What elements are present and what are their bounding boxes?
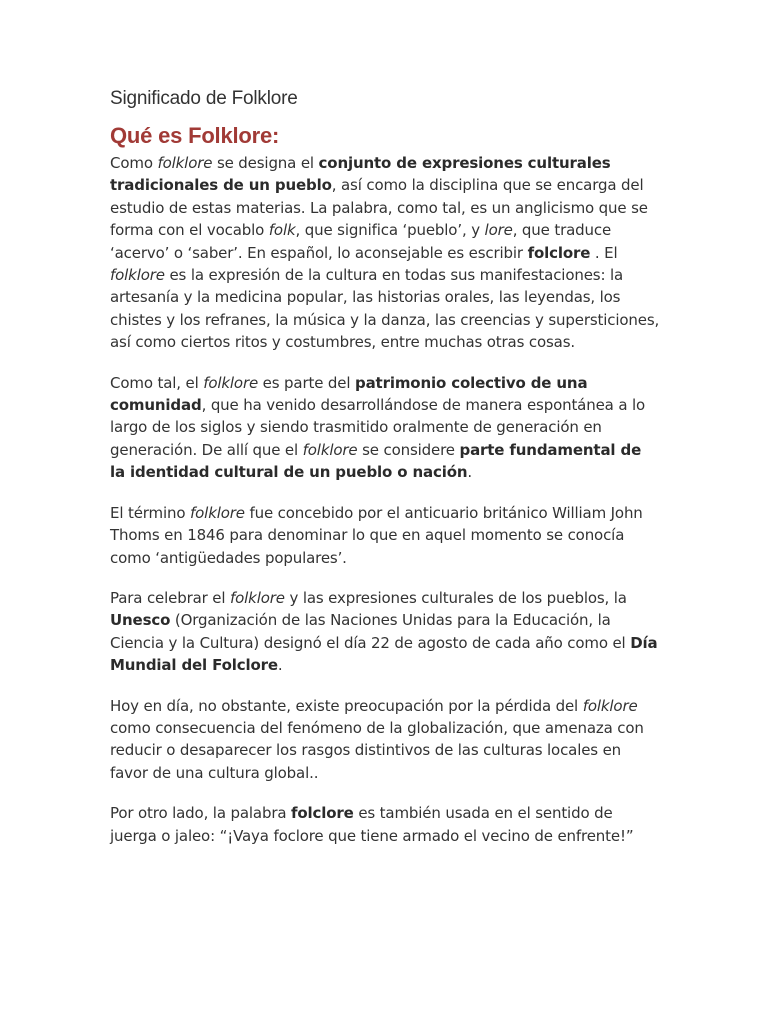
italic-text: folklore <box>203 373 259 392</box>
text-run: , que ha venido desarrollándose de manera espontánea a lo largo de los siglos y siendo trasmitido oralmente de generación en generación. De allí que el <box>110 396 646 459</box>
paragraph <box>110 372 660 484</box>
italic-text: folklore <box>230 588 285 607</box>
text-run: . <box>467 463 473 482</box>
paragraph <box>110 802 660 847</box>
italic-text: folklore <box>110 266 165 285</box>
paragraph <box>110 695 660 785</box>
text-run: Como tal, el <box>110 373 204 392</box>
text-run: es parte del <box>258 373 355 392</box>
text-run: como consecuencia del fenómeno de la globalización, que amenaza con reducir o desaparecer los rasgos distintivos de las culturas locales en favor de una cultura global.. <box>110 718 644 782</box>
text-run: , que traduce ‘acervo’ o ‘saber’. En español, lo aconsejable es escribir <box>110 221 612 262</box>
italic-text: lore <box>484 221 513 240</box>
text-run: Hoy en día, no obstante, existe preocupación por la pérdida del <box>110 696 583 715</box>
paragraph <box>110 152 660 354</box>
text-run: se considere <box>357 440 460 459</box>
text-run: Para celebrar el <box>110 588 230 607</box>
bold-text: conjunto de expresiones culturales tradicionales de un pueblo <box>110 154 611 195</box>
text-run: es también usada en el sentido de juerga o jaleo: “¡Vaya foclore que tiene armado el vecino de enfrente!” <box>110 804 634 845</box>
bold-text: folclore <box>527 243 591 262</box>
text-run: (Organización de las Naciones Unidas para la Educación, la Ciencia y la Cultura) designó el día 22 de agosto de cada año como el <box>110 611 631 652</box>
text-run: Como <box>110 154 158 172</box>
bold-text: Unesco <box>110 611 171 630</box>
paragraph <box>110 587 660 677</box>
italic-text: folklore <box>582 696 638 715</box>
italic-text: folklore <box>302 440 358 459</box>
text-run: . <box>277 656 283 675</box>
text-run: , que significa ‘pueblo’, y <box>295 221 485 240</box>
text-run: fue concebido por el anticuario británico William John Thoms en 1846 para denominar lo que en aquel momento se conocía como ‘antigüedades populares’. <box>110 503 643 567</box>
italic-text: folklore <box>190 503 245 522</box>
document-page <box>110 86 660 865</box>
text-run: . El <box>590 243 618 262</box>
article-body <box>110 152 660 847</box>
document-title: Significado de Folklore <box>110 88 298 109</box>
text-run: y las expresiones culturales de los pueblos, la <box>284 588 627 607</box>
text-run: se designa el <box>212 154 319 172</box>
text-run: es la expresión de la cultura en todas sus manifestaciones: la artesanía y la medicina popular, las historias orales, las leyendas, los chistes y los refranes, la música y la danza, las creencias y supersticiones, así como ciertos ritos y costumbres, entre muchas otras cosas. <box>110 266 660 352</box>
bold-text: Día Mundial del Folclore <box>110 633 658 675</box>
text-run: Por otro lado, la palabra <box>110 804 292 823</box>
bold-text: folclore <box>291 804 354 823</box>
bold-text: parte fundamental de la identidad cultural de un pueblo o nación <box>110 440 642 482</box>
paragraph <box>110 502 660 569</box>
text-run: , así como la disciplina que se encarga del estudio de estas materias. La palabra, como tal, es un anglicismo que se forma con el vocablo <box>110 176 648 240</box>
italic-text: folklore <box>157 154 213 172</box>
italic-text: folk <box>268 221 296 240</box>
section-heading: Qué es Folklore: <box>110 123 280 148</box>
text-run: El término <box>110 503 191 522</box>
bold-text: patrimonio colectivo de una comunidad <box>110 373 588 415</box>
